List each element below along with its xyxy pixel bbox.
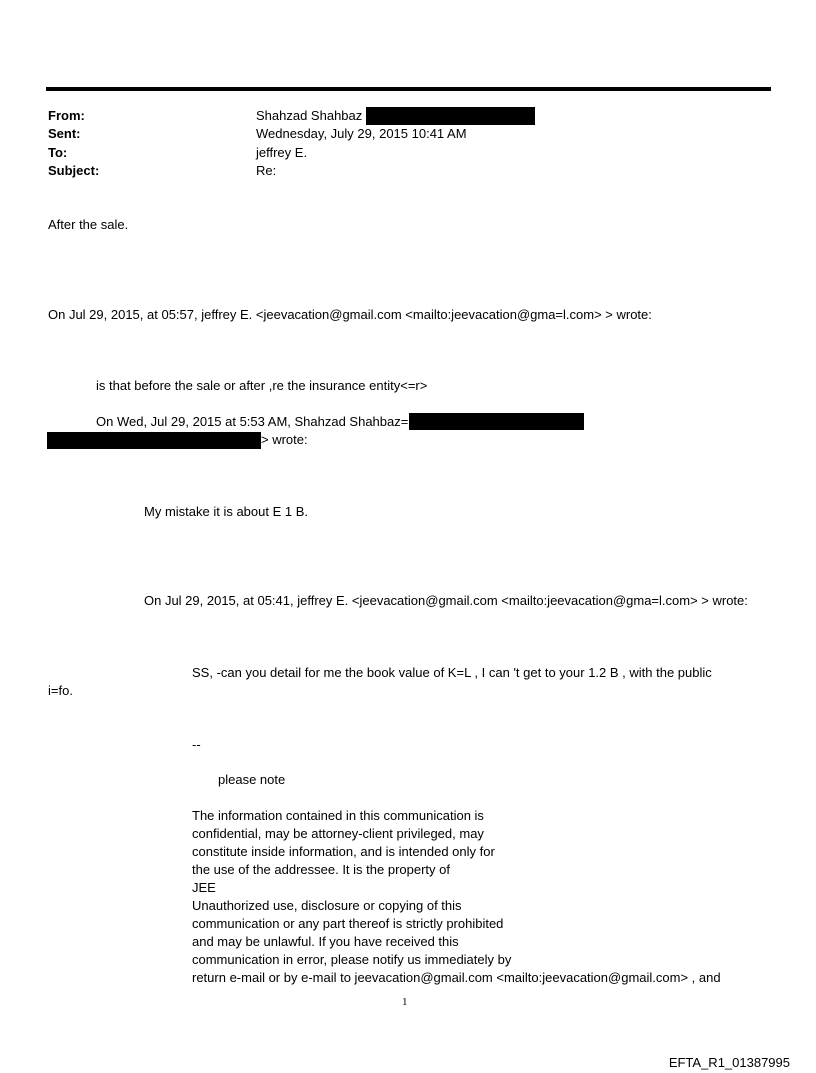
disclaimer-line: return e-mail or by e-mail to jeevacation@gmail.com <mailto:jeevacation@gmail.com> , and bbox=[192, 970, 721, 985]
from-label: From: bbox=[48, 108, 85, 123]
sent-value: Wednesday, July 29, 2015 10:41 AM bbox=[256, 126, 467, 141]
quote2-header-line1: On Wed, Jul 29, 2015 at 5:53 AM, Shahzad Shahbaz= bbox=[96, 414, 409, 429]
disclaimer-paragraph bbox=[192, 807, 721, 987]
quote2-header-line2: > wrote: bbox=[261, 432, 308, 447]
subject-value: Re: bbox=[256, 163, 277, 178]
disclaimer-line: The information contained in this communication is bbox=[192, 808, 484, 823]
please-note: please note bbox=[218, 772, 286, 787]
redaction-sender-email bbox=[366, 107, 535, 125]
disclaimer-line: constitute inside information, and is intended only for bbox=[192, 844, 495, 859]
header-rule bbox=[46, 87, 771, 91]
reply-text: After the sale. bbox=[48, 217, 129, 232]
redaction-quote2-email-part2 bbox=[47, 432, 261, 449]
disclaimer-line: communication or any part thereof is strictly prohibited bbox=[192, 916, 504, 931]
sent-label: Sent: bbox=[48, 126, 81, 141]
to-value: jeffrey E. bbox=[256, 145, 308, 160]
document-id: EFTA_R1_01387995 bbox=[668, 1055, 790, 1070]
quote3-text-line2: i=fo. bbox=[48, 683, 73, 698]
disclaimer-line: the use of the addressee. It is the property of bbox=[192, 862, 450, 877]
disclaimer-line: communication in error, please notify us immediately by bbox=[192, 952, 512, 967]
disclaimer-line: confidential, may be attorney-client privileged, may bbox=[192, 826, 484, 841]
quote2-text: My mistake it is about E 1 B. bbox=[144, 504, 309, 519]
quote3-header: On Jul 29, 2015, at 05:41, jeffrey E. <jeevacation@gmail.com <mailto:jeevacation@gma=l.com> > wrote: bbox=[144, 593, 748, 608]
to-label: To: bbox=[48, 145, 68, 160]
redaction-quote2-email-part1 bbox=[409, 413, 584, 430]
quote1-text: is that before the sale or after ,re the insurance entity<=r> bbox=[96, 378, 428, 393]
signature-dashes: -- bbox=[192, 737, 201, 752]
disclaimer-line: and may be unlawful. If you have received this bbox=[192, 934, 459, 949]
subject-label: Subject: bbox=[48, 163, 100, 178]
from-value: Shahzad Shahbaz bbox=[256, 108, 363, 123]
disclaimer-line: Unauthorized use, disclosure or copying of this bbox=[192, 898, 462, 913]
quote3-text-line1: SS, -can you detail for me the book value of K=L , I can 't get to your 1.2 B , with the public bbox=[192, 665, 712, 680]
page-number: 1 bbox=[402, 996, 408, 1008]
disclaimer-line: JEE bbox=[192, 880, 216, 895]
quote1-header: On Jul 29, 2015, at 05:57, jeffrey E. <jeevacation@gmail.com <mailto:jeevacation@gma=l.com> > wrote: bbox=[48, 307, 652, 322]
